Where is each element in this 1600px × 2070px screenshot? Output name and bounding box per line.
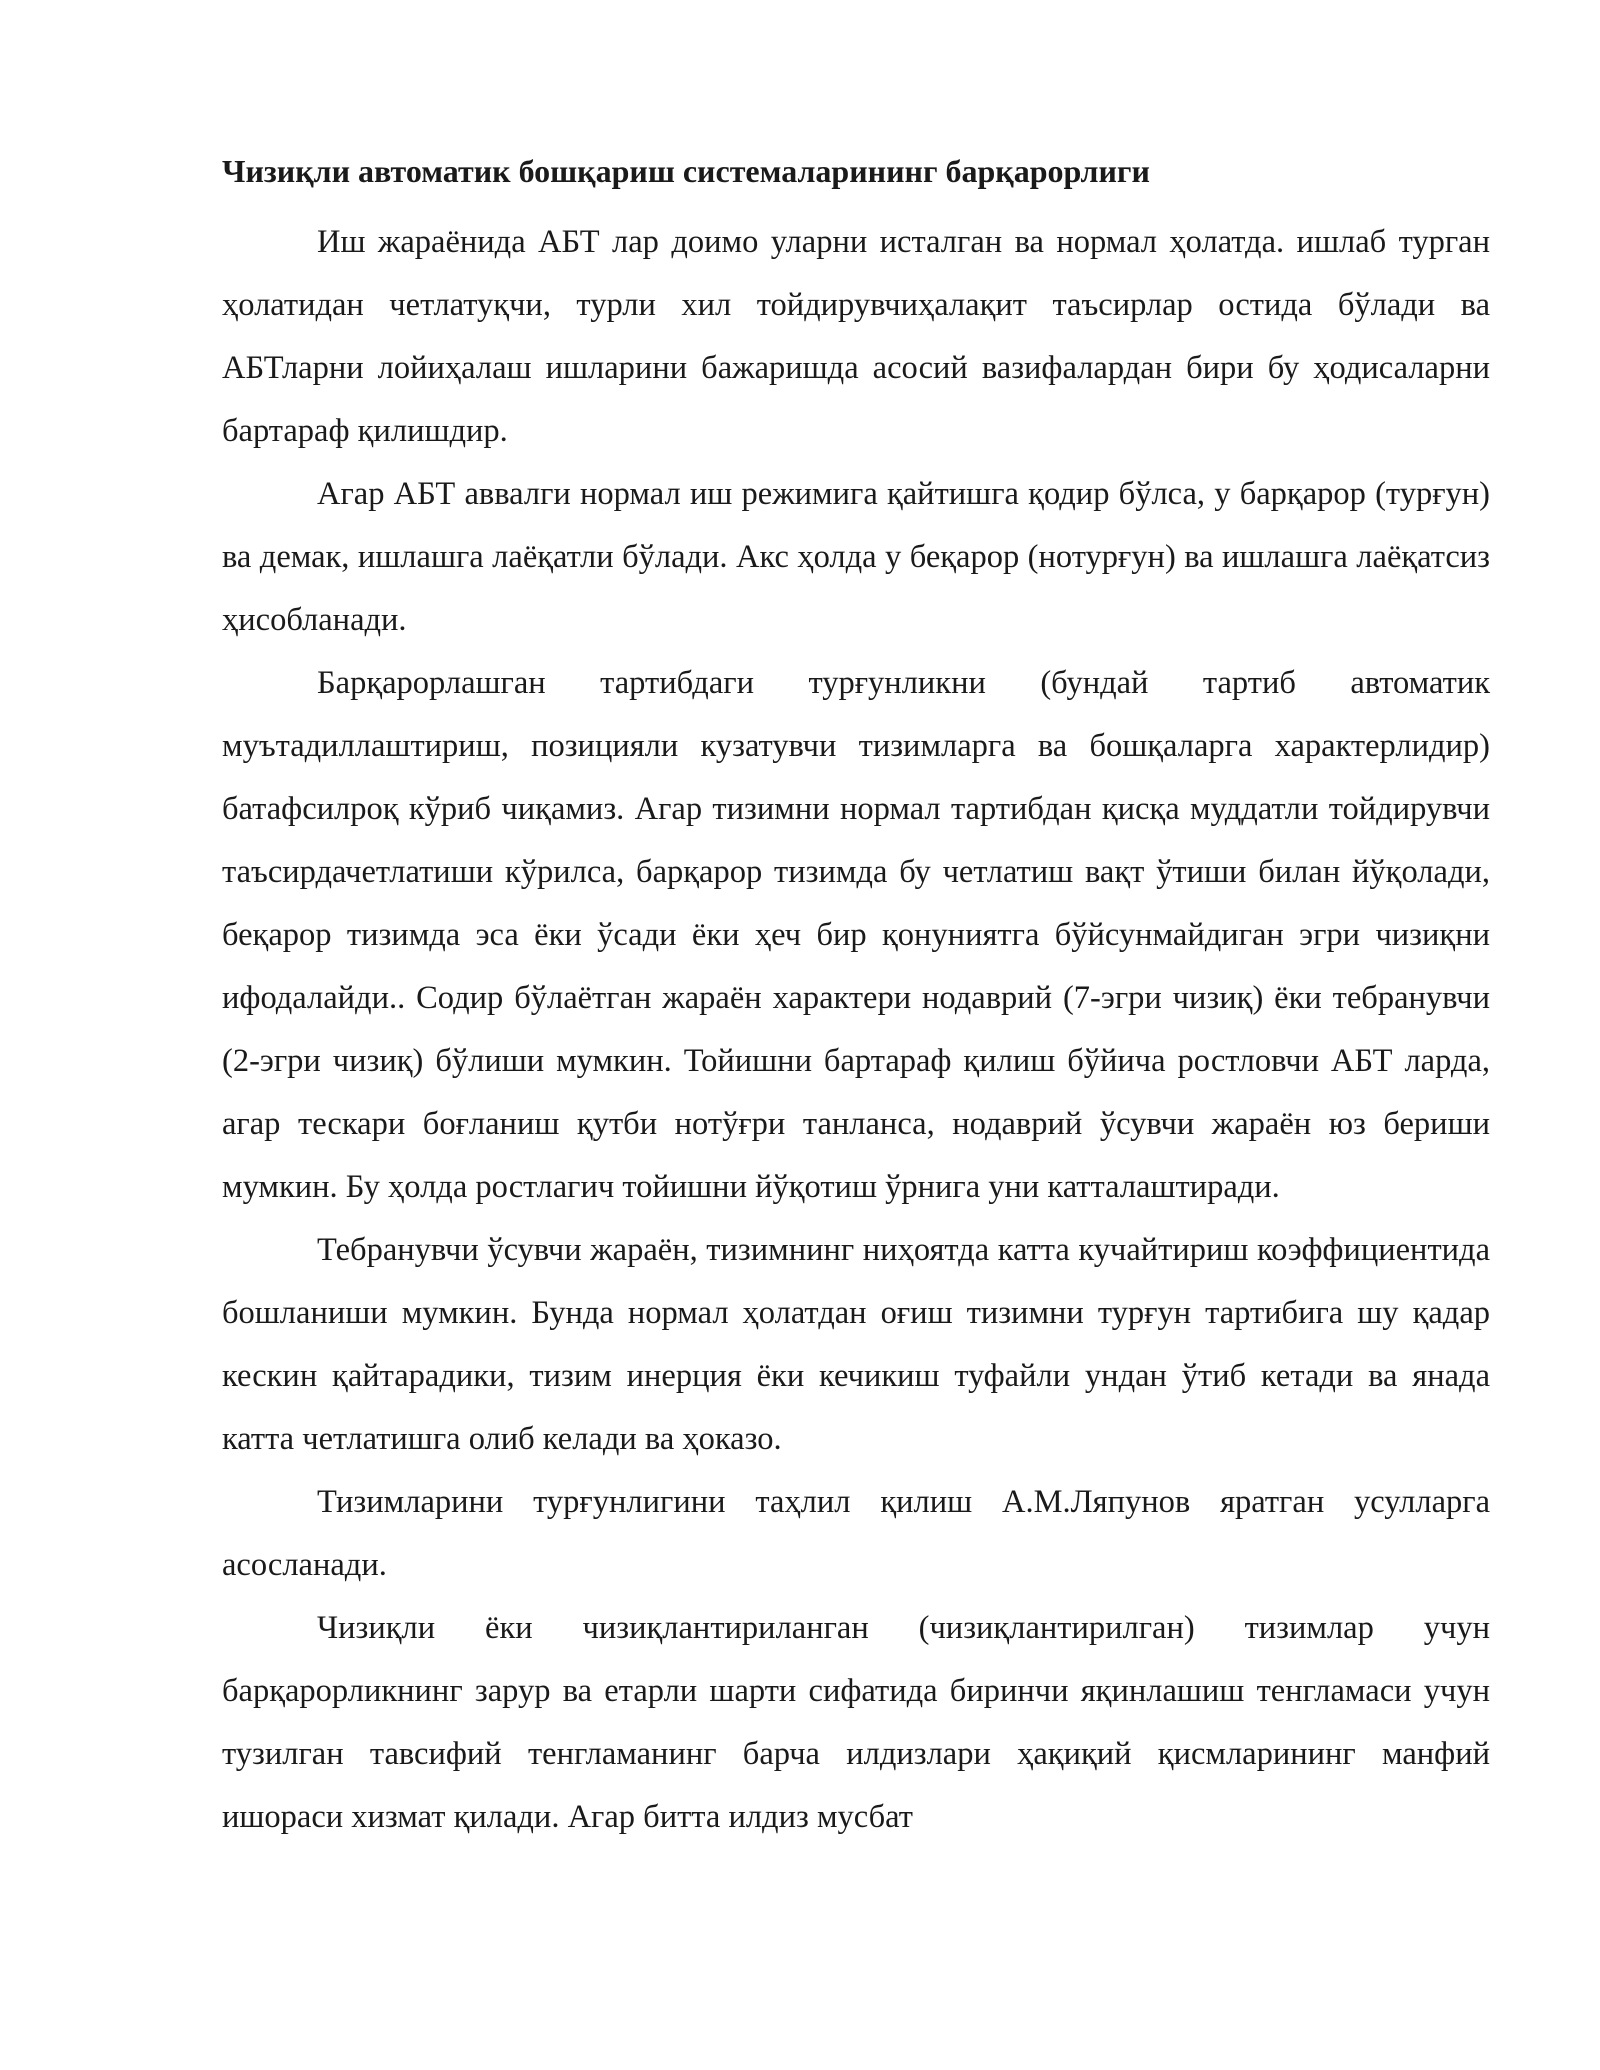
- document-title: Чизиқли автоматик бошқариш системаларининг барқарорлиги: [222, 153, 1150, 189]
- paragraph-5: Тизимларини турғунлигини таҳлил қилиш А.М.Ляпунов яратган усулларга асосланади.: [222, 1484, 1490, 1583]
- paragraph-2: Агар АБТ аввалги нормал иш режимига қайтишга қодир бўлса, у барқарор (турғун) ва демак, ишлашга лаёқатли бўлади. Акс ҳолда у беқарор (нотурғун) ва ишлашга лаёқатсиз ҳисобланади.: [222, 476, 1490, 638]
- paragraph-3: Барқарорлашган тартибдаги турғунликни (бундай тартиб автоматик муътадиллаштириш, позицияли кузатувчи тизимларга ва бошқаларга характерлидир) батафсилроқ кўриб чиқамиз. Агар тизимни нормал тартибдан қисқа муддатли тойдирувчи таъсирдачетлатиши кўрилса, барқарор тизимда бу четлатиш вақт ўтиши билан йўқолади, беқарор тизимда эса ёки ўсади ёки ҳеч бир қонуниятга бўйсунмайдиган эгри чизиқни ифодалайди.. Содир бўлаётган жараён характери нодаврий (7-эгри чизиқ) ёки тебранувчи (2-эгри чизиқ) бўлиши мумкин. Тойишни бартараф қилиш бўйича ростловчи АБТ ларда, агар тескари боғланиш қутби нотўғри танланса, нодаврий ўсувчи жараён юз бериши мумкин. Бу ҳолда ростлагич тойишни йўқотиш ўрнига уни катталаштиради.: [222, 665, 1490, 1205]
- paragraph-4: Тебранувчи ўсувчи жараён, тизимнинг ниҳоятда катта кучайтириш коэффициентида бошланиши мумкин. Бунда нормал ҳолатдан оғиш тизимни турғун тартибига шу қадар кескин қайтарадики, тизим инерция ёки кечикиш туфайли ундан ўтиб кетади ва янада катта четлатишга олиб келади ва ҳоказо.: [222, 1232, 1490, 1457]
- document-page: [222, 150, 1490, 1849]
- paragraph-6: Чизиқли ёки чизиқлантириланган (чизиқлантирилган) тизимлар учун барқарорликнинг зарур ва етарли шарти сифатида биринчи яқинлашиш тенгламаси учун тузилган тавсифий тенгламанинг барча илдизлари ҳақиқий қисмларининг манфий ишораси хизмат қилади. Агар битта илдиз мусбат: [222, 1610, 1490, 1835]
- paragraph-1: Иш жараёнида АБТ лар доимо уларни исталган ва нормал ҳолатда. ишлаб турган ҳолатидан четлатуқчи, турли хил тойдирувчиҳалақит таъсирлар остида бўлади ва АБТларни лойиҳалаш ишларини бажаришда асосий вазифалардан бири бу ҳодисаларни бартараф қилишдир.: [222, 224, 1490, 449]
